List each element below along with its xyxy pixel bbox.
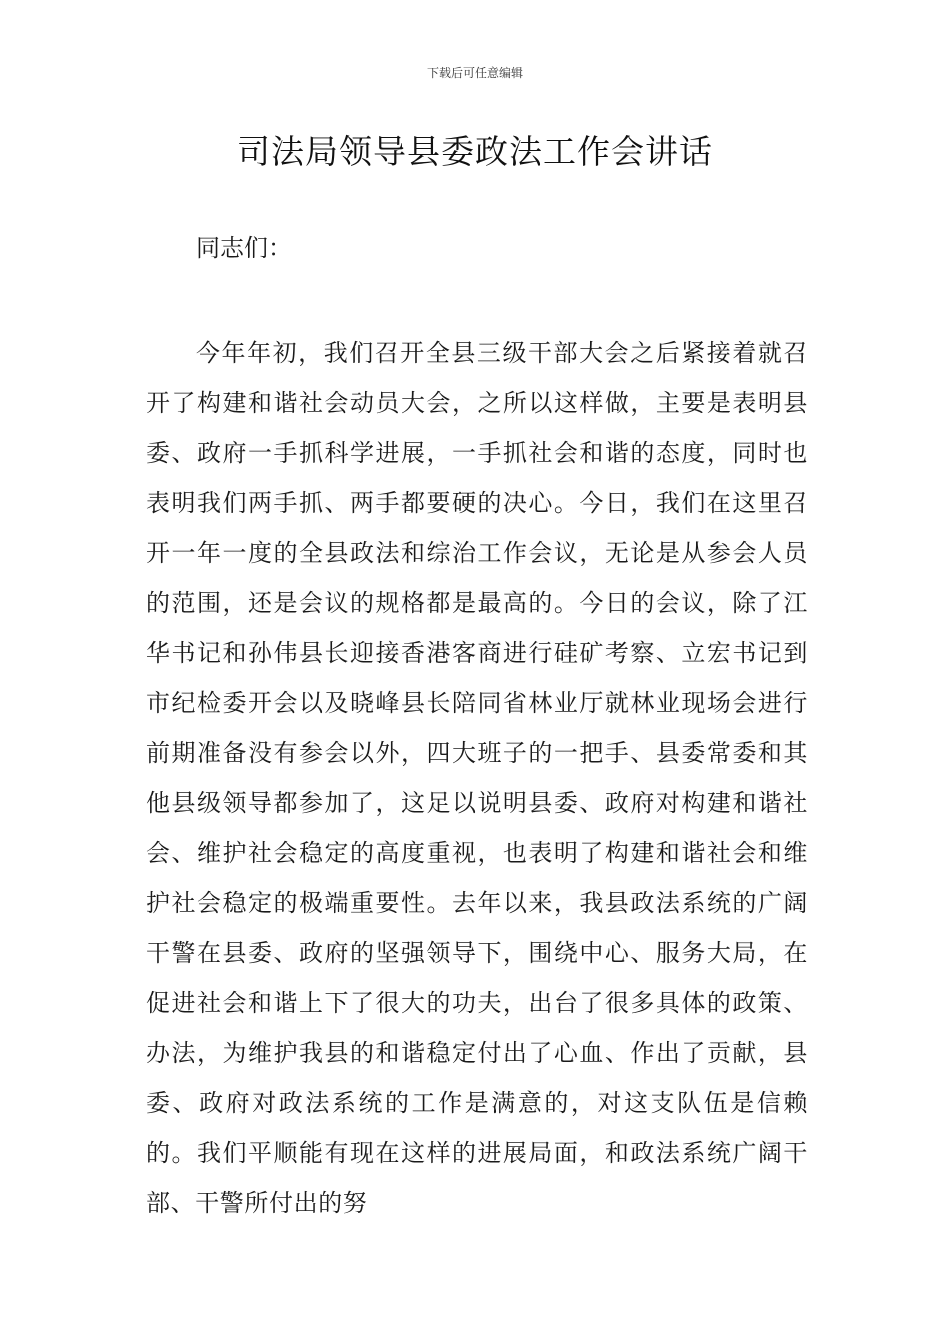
document-title: 司法局领导县委政法工作会讲话 (237, 132, 713, 171)
body-paragraph: 今年年初，我们召开全县三级干部大会之后紧接着就召开了构建和谐社会动员大会，之所以这样做，主要是表明县委、政府一手抓科学进展，一手抓社会和谐的态度，同时也表明我们两手抓、两手都要硬的决心。今日，我们在这里召开一年一度的全县政法和综治工作会议，无论是从参会人员的范围，还是会议的规格都是最高的。今日的会议，除了江华书记和孙伟县长迎接香港客商进行硅矿考察、立宏书记到市纪检委开会以及晓峰县长陪同省林业厅就林业现场会进行前期准备没有参会以外，四大班子的一把手、县委常委和其他县级领导都参加了，这足以说明县委、政府对构建和谐社会、维护社会稳定的高度重视，也表明了构建和谐社会和维护社会稳定的极端重要性。去年以来，我县政法系统的广阔干警在县委、政府的坚强领导下，围绕中心、服务大局，在促进社会和谐上下了很大的功夫，出台了很多具体的政策、办法，为维护我县的和谐稳定付出了心血、作出了贡献，县委、政府对政法系统的工作是满意的，对这支队伍是信赖的。我们平顺能有现在这样的进展局面，和政法系统广阔干部、干警所付出的努 (146, 339, 808, 1217)
header-note: 下载后可任意编辑 (426, 66, 523, 80)
salutation: 同志们： (196, 234, 292, 262)
